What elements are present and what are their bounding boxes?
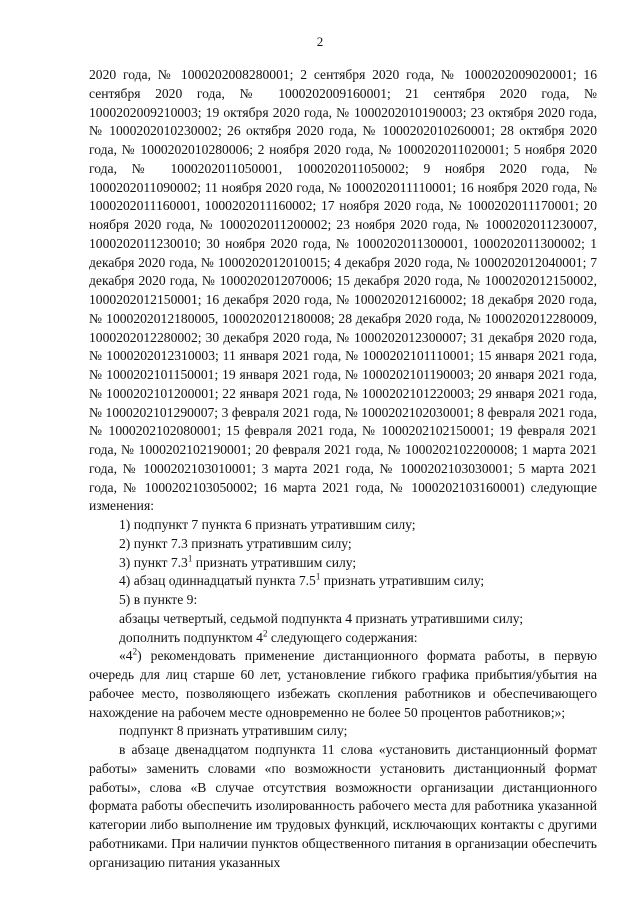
list-item-3-text-end: признать утратившим силу; (192, 554, 357, 570)
list-item-4-text: 4) абзац одиннадцатый пункта 7.5 (119, 573, 316, 589)
list-item-4 (89, 572, 597, 591)
superscript: 2 (132, 646, 138, 657)
list-item-4-text-end: признать утратившим силу; (320, 573, 485, 589)
sub-item-2-text: дополнить подпунктом 4 (119, 629, 263, 645)
superscript: 1 (315, 571, 321, 582)
quote-text-end: ) рекомендовать применение дистанционного формата работы, в первую очередь для лиц старше 60 лет, установление гибкого графика прибытия/убытия на рабочее место, позволяющего избежать скопления работников и обеспечивающего нахождение на рабочем месте одновременно не более 50 процентов работников;»; (89, 648, 597, 720)
sub-item-2 (89, 629, 597, 648)
intro-paragraph: 2020 года, № 1000202008280001; 2 сентября 2020 года, № 1000202009020001; 16 сентября 2020 года, № 1000202009160001; 21 сентября 2020 года, № 1000202009210003; 19 октября 2020 года, № 1000202010190003; 23 октября 2020 года, № 1000202010230002; 26 октября 2020 года, № 1000202010260001; 28 октября 2020 года, № 1000202010280006; 2 ноября 2020 года, № 1000202011020001; 5 ноября 2020 года, № 1000202011050001, 1000202011050002; 9 ноября 2020 года, № 1000202011090002; 11 ноября 2020 года, № 1000202011110001; 16 ноября 2020 года, № 1000202011160001, 1000202011160002; 17 ноября 2020 года, № 1000202011170001; 20 ноября 2020 года, № 1000202011200002; 23 ноября 2020 года, № 1000202011230007, 1000202011230010; 30 ноября 2020 года, № 1000202011300001, 1000202011300002; 1 декабря 2020 года, № 1000202012010015; 4 декабря 2020 года, № 1000202012040001; 7 декабря 2020 года, № 1000202012070006; 15 декабря 2020 года, № 1000202012150002, 1000202012150001; 16 декабря 2020 года, № 1000202012160002; 18 декабря 2020 года, № 1000202012180005, 1000202012180008; 28 декабря 2020 года, № 1000202012280009, 1000202012280002; 30 декабря 2020 года, № 1000202012300007; 31 декабря 2020 года, № 1000202012310003; 11 января 2021 года, № 1000202101110001; 15 января 2021 года, № 1000202101150001; 19 января 2021 года, № 1000202101190003; 20 января 2021 года, № 1000202101200001; 22 января 2021 года, № 1000202101220003; 29 января 2021 года, № 1000202101290007; 3 февраля 2021 года, № 1000202102030001; 8 февраля 2021 года, № 1000202102080001; 15 февраля 2021 года, № 1000202102150001; 19 февраля 2021 года, № 1000202102190001; 20 февраля 2021 года, № 1000202102200008; 1 марта 2021 года, № 1000202103010001; 3 марта 2021 года, № 1000202103030001; 5 марта 2021 года, № 1000202103050002; 16 марта 2021 года, № 1000202103160001) следующие изменения: (89, 67, 597, 514)
list-item-1: 1) подпункт 7 пункта 6 признать утратившим силу; (119, 517, 416, 532)
list-item-3 (89, 554, 597, 573)
document-body (89, 66, 597, 872)
superscript: 1 (187, 552, 193, 563)
list-item-3-text: 3) пункт 7.3 (119, 554, 188, 570)
quoted-paragraph (89, 647, 597, 722)
sub-item-3: подпункт 8 признать утратившим силу; (119, 723, 348, 739)
page-number: 2 (316, 34, 324, 49)
sub-item-1: абзацы четвертый, седьмой подпункта 4 признать утратившими силу; (119, 610, 524, 626)
quote-text-start: «4 (119, 648, 133, 664)
list-item-2: 2) пункт 7.3 признать утратившим силу; (119, 535, 352, 551)
list-item-5: 5) в пункте 9: (119, 592, 198, 607)
superscript: 2 (262, 627, 268, 638)
sub-item-4-paragraph: в абзаце двенадцатом подпункта 11 слова «установить дистанционный формат работы» заменить словами «по возможности установить дистанционный формат работы», слова «В случае отсутствия возможности организации дистанционного формата работы обеспечить изолированность рабочего места для работника указанной категории либо выполнение им трудовых функций, исключающих контакты с другими работниками. При наличии пунктов общественного питания в организации обеспечить организацию питания указанных (89, 742, 597, 870)
sub-item-2-text-end: следующего содержания: (267, 629, 418, 645)
